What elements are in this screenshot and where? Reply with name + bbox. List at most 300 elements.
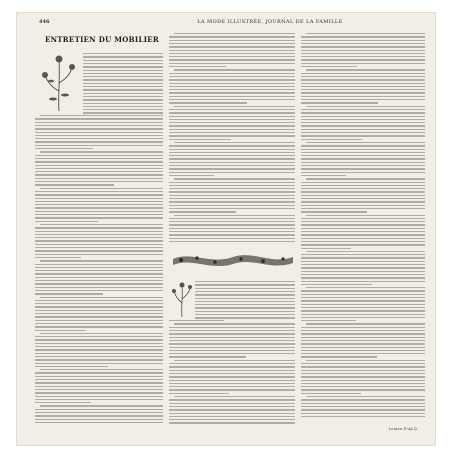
text-line [35, 118, 163, 119]
text-line [301, 224, 425, 225]
text-line [174, 360, 295, 361]
text-line [35, 313, 163, 314]
text-line [83, 63, 163, 64]
text-line [301, 79, 425, 80]
text-line [306, 106, 425, 107]
text-line [35, 181, 163, 182]
text-line [169, 119, 295, 120]
text-line [35, 379, 163, 380]
text-line [169, 330, 295, 331]
text-line [301, 320, 356, 321]
text-line [301, 409, 425, 410]
text-line [40, 333, 163, 334]
text-line [35, 221, 98, 222]
text-line [169, 50, 295, 51]
text-line [169, 66, 226, 67]
text-line [301, 307, 425, 308]
page-number: 446 [39, 19, 50, 25]
text-line [35, 353, 163, 354]
text-line [174, 106, 295, 107]
text-line [301, 261, 425, 262]
text-line [35, 171, 163, 172]
text-line [169, 366, 295, 367]
text-line [301, 86, 425, 87]
text-line [174, 142, 295, 143]
text-line [301, 175, 346, 176]
text-line [301, 343, 425, 344]
text-line [169, 320, 224, 321]
text-line [169, 188, 295, 189]
text-line [301, 314, 425, 315]
text-line [35, 148, 93, 149]
text-line [35, 270, 163, 271]
text-line [35, 178, 163, 179]
text-line [174, 33, 295, 34]
small-flower-illustration [171, 279, 193, 319]
text-line [301, 353, 425, 354]
text-line [301, 139, 362, 140]
text-line [301, 330, 425, 331]
text-line [301, 125, 425, 126]
text-line [169, 340, 295, 341]
text-line [301, 297, 425, 298]
text-line [169, 139, 231, 140]
text-line [301, 50, 425, 51]
text-line [301, 122, 425, 123]
text-line [35, 349, 163, 350]
text-line [169, 36, 295, 37]
text-line [301, 340, 425, 341]
text-line [301, 399, 425, 400]
text-line [301, 185, 425, 186]
text-line [169, 96, 295, 97]
text-line [301, 356, 377, 357]
text-line [301, 238, 425, 239]
journal-title: LA MODE ILLUSTRÉE, JOURNAL DE LA FAMILLE [197, 19, 343, 25]
text-line [301, 59, 425, 60]
article-title: ENTRETIEN DU MOBILIER [44, 35, 160, 44]
text-line [83, 70, 163, 71]
text-line [301, 102, 378, 103]
text-line [35, 240, 163, 241]
text-line [169, 393, 229, 394]
text-line [169, 53, 295, 54]
text-line [35, 198, 163, 199]
text-line [35, 125, 163, 126]
text-line [169, 353, 295, 354]
text-line [169, 102, 247, 103]
text-line [35, 339, 163, 340]
text-line [169, 221, 295, 222]
text-line [169, 389, 295, 390]
text-line [169, 241, 295, 242]
text-line [35, 287, 163, 288]
text-line [169, 112, 295, 113]
text-line [301, 257, 425, 258]
text-line [301, 56, 425, 57]
text-line [301, 135, 425, 136]
text-line [169, 238, 295, 239]
text-line [35, 247, 163, 248]
text-line [301, 89, 425, 90]
text-line [35, 323, 163, 324]
text-line [169, 79, 295, 80]
text-line [83, 56, 163, 57]
text-line [169, 40, 295, 41]
text-line [35, 422, 163, 423]
text-line [301, 63, 425, 64]
text-line [301, 406, 425, 407]
text-line [301, 83, 425, 84]
text-line [40, 224, 163, 225]
text-line [301, 337, 425, 338]
text-line [306, 178, 425, 179]
text-line [301, 129, 425, 130]
text-line [83, 99, 163, 100]
text-line [35, 161, 163, 162]
text-line [83, 66, 163, 67]
text-line [35, 145, 163, 146]
text-line [301, 310, 425, 311]
text-line [169, 185, 295, 186]
text-line [301, 96, 425, 97]
text-line [169, 208, 295, 209]
text-line [35, 122, 163, 123]
text-line [169, 99, 295, 100]
text-line [35, 382, 163, 383]
text-line [301, 145, 425, 146]
text-line [301, 218, 425, 219]
text-line [40, 297, 163, 298]
text-line [301, 248, 351, 249]
text-line [306, 360, 425, 361]
text-line [83, 73, 163, 74]
text-line [301, 168, 425, 169]
text-line [169, 337, 295, 338]
text-line [301, 376, 425, 377]
text-line [301, 267, 425, 268]
text-line [35, 356, 163, 357]
text-line [35, 372, 163, 373]
text-line [301, 416, 425, 417]
text-line [169, 403, 295, 404]
text-line [169, 343, 295, 344]
text-line [301, 413, 425, 414]
text-line [169, 116, 295, 117]
flower-illustration [39, 51, 79, 113]
text-line [35, 300, 163, 301]
text-line [169, 191, 295, 192]
text-column-1 [35, 33, 163, 428]
text-line [35, 237, 163, 238]
text-line [83, 93, 163, 94]
text-line [174, 69, 295, 70]
text-line [301, 152, 425, 153]
text-line [301, 333, 425, 334]
text-line [195, 304, 295, 305]
text-line [169, 73, 295, 74]
text-line [169, 224, 295, 225]
text-line [301, 172, 425, 173]
text-line [35, 306, 163, 307]
text-line [195, 307, 295, 308]
text-line [169, 135, 295, 136]
text-line [169, 86, 295, 87]
text-line [301, 380, 425, 381]
text-line [195, 294, 295, 295]
text-line [35, 135, 163, 136]
text-line [35, 257, 81, 258]
text-line [169, 46, 295, 47]
text-line [301, 347, 425, 348]
text-line [35, 211, 163, 212]
text-line [301, 76, 425, 77]
text-line [35, 128, 163, 129]
text-line [35, 402, 91, 403]
text-line [195, 314, 295, 315]
text-line [169, 356, 246, 357]
text-line [35, 316, 163, 317]
text-line [35, 217, 163, 218]
text-line [301, 403, 425, 404]
text-column-3 [301, 33, 425, 428]
text-line [169, 125, 295, 126]
text-line [301, 43, 425, 44]
text-line [169, 43, 295, 44]
text-line [174, 396, 295, 397]
text-line [35, 343, 163, 344]
text-line [35, 158, 163, 159]
text-line [35, 409, 163, 410]
text-line [35, 386, 163, 387]
text-line [301, 198, 425, 199]
text-line [35, 234, 163, 235]
text-line [35, 376, 163, 377]
text-line [301, 234, 425, 235]
text-line [169, 406, 295, 407]
text-line [169, 413, 295, 414]
text-line [83, 96, 163, 97]
text-line [301, 221, 425, 222]
text-line [35, 194, 163, 195]
text-line [301, 241, 425, 242]
text-line [169, 218, 295, 219]
text-line [301, 119, 425, 120]
text-line [301, 132, 425, 133]
text-line [169, 347, 295, 348]
text-line [169, 333, 295, 334]
text-line [83, 76, 163, 77]
text-line [83, 53, 163, 54]
text-line [35, 336, 163, 337]
text-line [301, 191, 425, 192]
text-line [301, 205, 425, 206]
text-line [301, 300, 425, 301]
text-line [35, 168, 163, 169]
text-line [301, 182, 425, 183]
text-line [301, 294, 425, 295]
text-line [301, 393, 361, 394]
text-line [40, 405, 163, 406]
text-line [301, 389, 425, 390]
text-line [306, 396, 425, 397]
text-line [169, 56, 295, 57]
text-line [301, 109, 425, 110]
text-line [301, 211, 367, 212]
text-line [40, 188, 163, 189]
text-line [306, 287, 425, 288]
text-line [301, 201, 425, 202]
text-line [169, 89, 295, 90]
text-line [306, 323, 425, 324]
text-line [35, 283, 163, 284]
text-line [169, 234, 295, 235]
text-line [169, 370, 295, 371]
text-line [35, 138, 163, 139]
text-line [306, 69, 425, 70]
text-line [35, 290, 163, 291]
text-line [301, 46, 425, 47]
text-line [174, 323, 295, 324]
text-line [169, 155, 295, 156]
text-line [301, 327, 425, 328]
text-line [35, 207, 163, 208]
text-line [169, 152, 295, 153]
text-line [35, 155, 163, 156]
text-line [169, 201, 295, 202]
text-line [35, 174, 163, 175]
text-line [169, 231, 295, 232]
text-line [169, 211, 236, 212]
text-line [301, 92, 425, 93]
text-line [35, 320, 163, 321]
text-line [169, 149, 295, 150]
text-line [169, 198, 295, 199]
text-line [169, 386, 295, 387]
text-line [40, 151, 163, 152]
text-line [195, 281, 295, 282]
text-line [35, 132, 163, 133]
text-line [169, 327, 295, 328]
text-line [169, 416, 295, 417]
text-line [35, 214, 163, 215]
text-line [35, 389, 163, 390]
text-line [169, 175, 214, 176]
text-line [35, 392, 163, 393]
text-line [169, 205, 295, 206]
text-line [35, 326, 163, 327]
text-line [195, 288, 295, 289]
text-line [35, 264, 163, 265]
text-line [169, 172, 295, 173]
text-line [301, 254, 425, 255]
text-line [301, 386, 425, 387]
text-line [35, 165, 163, 166]
text-line [169, 122, 295, 123]
page-header [39, 18, 423, 27]
text-line [301, 228, 425, 229]
text-line [35, 419, 163, 420]
text-line [306, 33, 425, 34]
text-line [169, 165, 295, 166]
text-line [301, 304, 425, 305]
text-line [301, 284, 372, 285]
text-line [301, 195, 425, 196]
text-line [40, 115, 163, 116]
text-line [35, 184, 114, 185]
text-line [169, 158, 295, 159]
text-line [83, 60, 163, 61]
text-line [35, 244, 163, 245]
text-line [35, 396, 163, 397]
text-line [83, 89, 163, 90]
text-line [169, 182, 295, 183]
author-signature: Louise D'ALQ [388, 427, 417, 431]
text-line [301, 162, 425, 163]
text-line [83, 106, 163, 107]
text-line [35, 412, 163, 413]
text-line [35, 141, 163, 142]
text-line [169, 228, 295, 229]
text-line [35, 231, 163, 232]
text-line [301, 290, 425, 291]
text-line [169, 383, 295, 384]
text-line [169, 109, 295, 110]
text-line [301, 281, 425, 282]
text-line [35, 201, 163, 202]
text-line [301, 112, 425, 113]
text-line [35, 359, 163, 360]
text-line [195, 291, 295, 292]
text-line [169, 59, 295, 60]
text-line [35, 273, 163, 274]
text-line [35, 366, 108, 367]
text-line [35, 254, 163, 255]
text-line [35, 267, 163, 268]
text-line [301, 158, 425, 159]
text-line [301, 73, 425, 74]
text-line [169, 168, 295, 169]
text-line [169, 380, 295, 381]
text-line [301, 116, 425, 117]
text-line [301, 264, 425, 265]
text-line [301, 373, 425, 374]
text-line [301, 350, 425, 351]
text-line [35, 303, 163, 304]
text-line [301, 40, 425, 41]
text-line [169, 363, 295, 364]
text-line [83, 79, 163, 80]
text-line [301, 370, 425, 371]
text-line [83, 112, 163, 113]
decorative-banner [171, 245, 295, 275]
text-line [35, 330, 86, 331]
text-line [169, 350, 295, 351]
text-line [306, 215, 425, 216]
text-line [301, 383, 425, 384]
text-line [35, 310, 163, 311]
text-line [169, 63, 295, 64]
text-line [301, 271, 425, 272]
text-line [301, 317, 425, 318]
text-line [35, 204, 163, 205]
text-line [301, 66, 357, 67]
text-line [195, 301, 295, 302]
text-line [169, 92, 295, 93]
text-line [301, 244, 425, 245]
text-line [169, 83, 295, 84]
text-line [35, 415, 163, 416]
